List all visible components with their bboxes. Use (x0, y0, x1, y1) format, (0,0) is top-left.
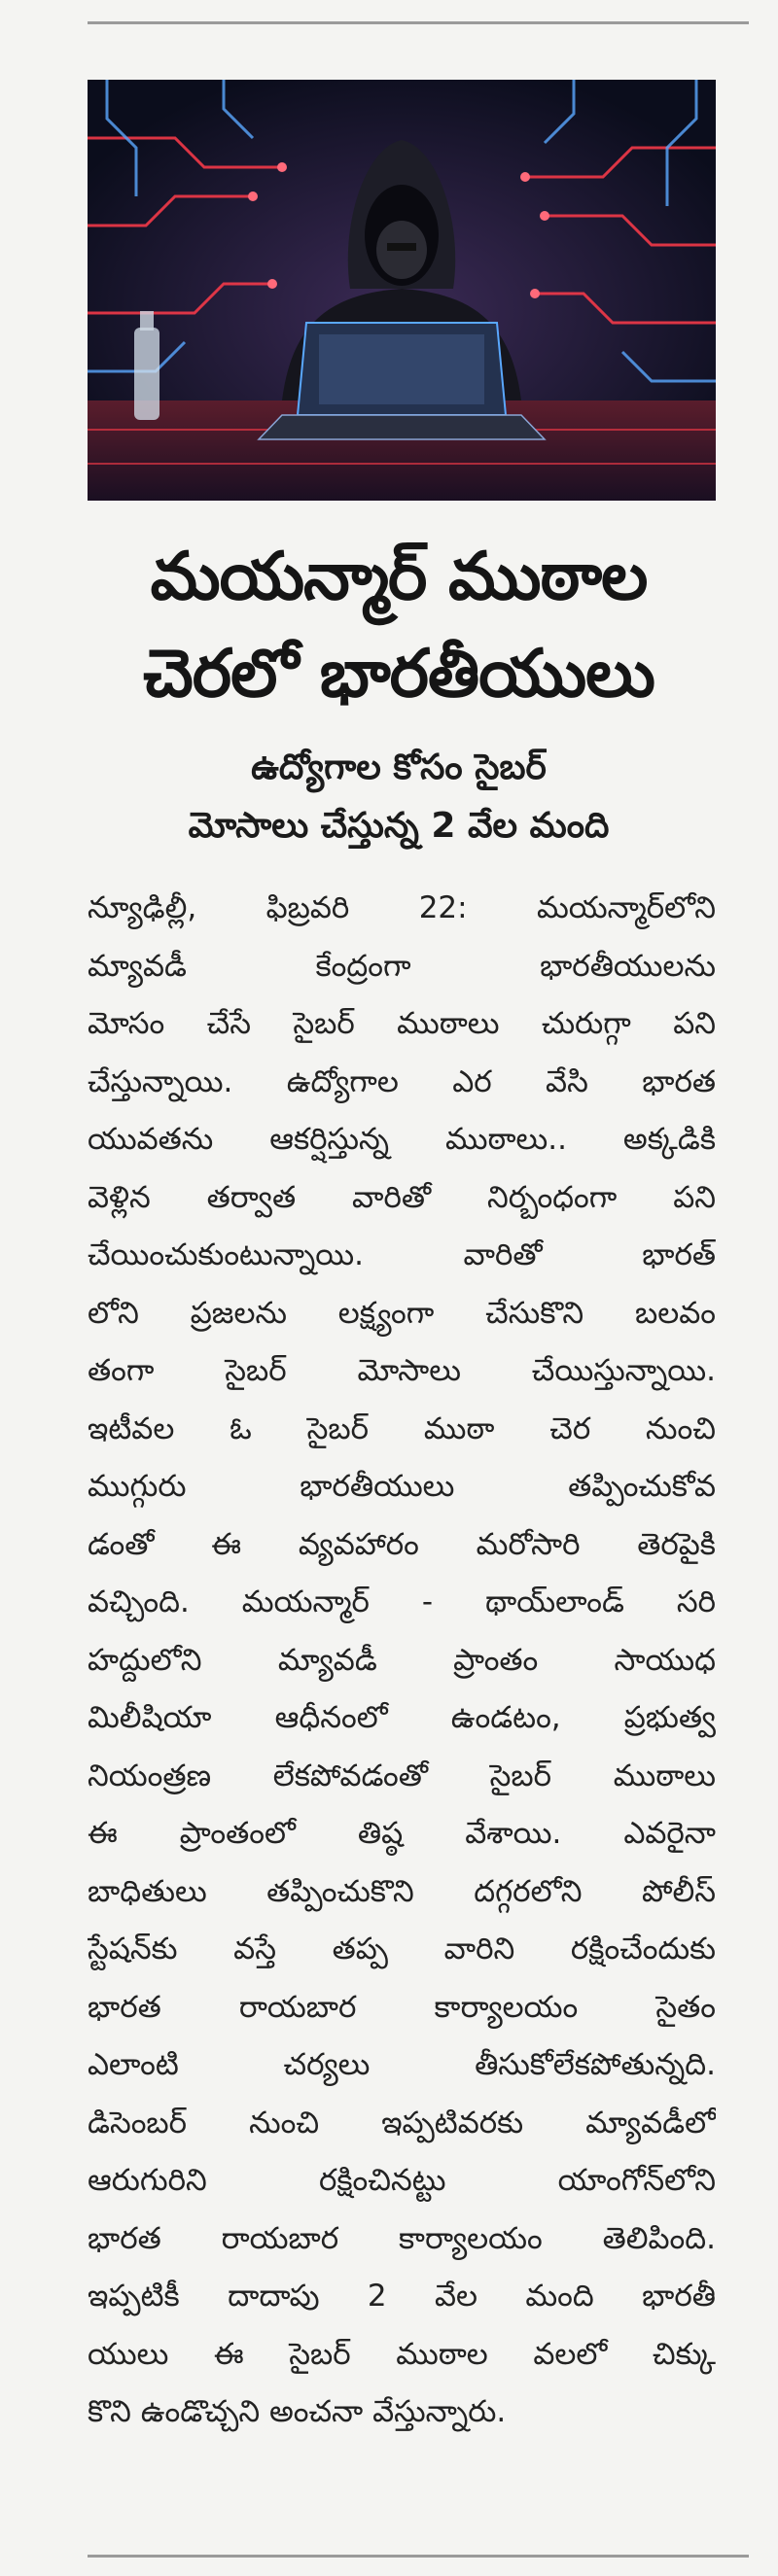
article-body (88, 880, 716, 2442)
bottom-rule (88, 2555, 749, 2558)
body-line: నియంత్రణ లేకపోవడంతో సైబర్ ముఠాలు (88, 1758, 716, 1793)
headline-line-1: మయన్మార్ ముఠాల (150, 539, 648, 615)
top-rule (88, 21, 749, 24)
subheadline-line-1: ఉద్యోగాల కోసం సైబర్ (251, 748, 547, 787)
subheadline-line-2: మోసాలు చేస్తున్న 2 వేల మంది (188, 806, 610, 846)
body-line: మ్యావడీ కేంద్రంగా భారతీయులను (88, 948, 716, 984)
body-line: తంగా సైబర్ మోసాలు చేయిస్తున్నాయి. (88, 1353, 716, 1388)
body-line: ఈ ప్రాంతంలో తిష్ఠ వేశాయి. ఎవరైనా (88, 1816, 716, 1851)
body-line: న్యూఢిల్లీ, ఫిబ్రవరి 22: మయన్మార్‌లోని (88, 890, 716, 925)
body-line: మోసం చేసే సైబర్ ముఠాలు చురుగ్గా పని (88, 1006, 716, 1041)
body-line: వచ్చింది. మయన్మార్ - థాయ్‌లాండ్ సరి (88, 1584, 716, 1619)
body-line: చేస్తున్నాయి. ఉద్యోగాల ఎర వేసి భారత (88, 1063, 716, 1099)
body-line: కొని ఉండొచ్చని అంచనా వేస్తున్నారు. (88, 2394, 507, 2429)
article-photo (88, 80, 716, 501)
body-line: ఇప్పటికీ దాదాపు 2 వేల మంది భారతీ (88, 2279, 716, 2314)
body-line: డిసెంబర్ నుంచి ఇప్పటివరకు మ్యావడీలో (88, 2105, 716, 2141)
body-line: బాధితులు తప్పించుకొని దగ్గరలోని పోలీస్ (88, 1873, 716, 1909)
body-line: ఆరుగురిని రక్షించినట్టు యాంగోన్‌లోని (88, 2163, 716, 2198)
body-line: ఎలాంటి చర్యలు తీసుకోలేకపోతున్నది. (88, 2047, 716, 2082)
body-line: లోని ప్రజలను లక్ష్యంగా చేసుకొని బలవం (88, 1295, 716, 1331)
body-line: హద్దులోని మ్యావడీ ప్రాంతం సాయుధ (88, 1642, 716, 1678)
body-line: మిలీషియా ఆధీనంలో ఉండటం, ప్రభుత్వ (88, 1700, 716, 1735)
body-line: యువతను ఆకర్షిస్తున్న ముఠాలు.. అక్కడికి (88, 1122, 716, 1157)
hacker-illustration (88, 80, 716, 501)
body-line: ఇటీవల ఓ సైబర్ ముఠా చెర నుంచి (88, 1410, 716, 1446)
body-line: డంతో ఈ వ్యవహారం మరోసారి తెరపైకి (88, 1526, 716, 1562)
body-line: చేయించుకుంటున్నాయి. వారితో భారత్ (88, 1237, 716, 1272)
body-line: భారత రాయబార కార్యాలయం సైతం (88, 1989, 716, 2025)
body-line: భారత రాయబార కార్యాలయం తెలిపింది. (88, 2220, 716, 2256)
body-line: స్టేషన్‌కు వస్తే తప్ప వారిని రక్షించేందుకు (88, 1932, 716, 1967)
body-line: ముగ్గురు భారతీయులు తప్పించుకోవ (88, 1469, 716, 1504)
body-line: యులు ఈ సైబర్ ముఠాల వలలో చిక్కు (88, 2336, 716, 2372)
headline-line-2: చెరలో భారతీయులు (143, 636, 654, 713)
body-line: వెళ్లిన తర్వాత వారితో నిర్బంధంగా పని (88, 1179, 716, 1215)
